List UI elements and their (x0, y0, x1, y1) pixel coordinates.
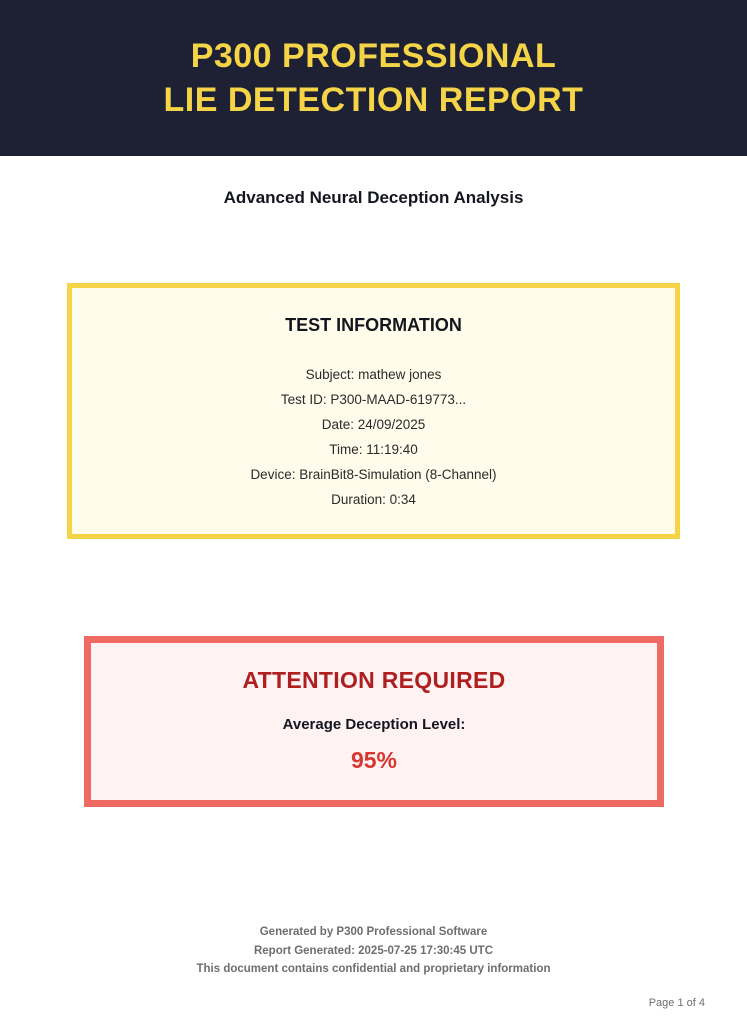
average-deception-level-value: 95% (350, 747, 398, 773)
average-deception-level-label: Average Deception Level: (282, 716, 466, 733)
report-title-line-2: LIE DETECTION REPORT (163, 81, 584, 119)
attention-required-title: ATTENTION REQUIRED (242, 667, 506, 693)
test-info-device: Device: BrainBit8-Simulation (8-Channel) (250, 467, 497, 482)
page-number: Page 1 of 4 (648, 997, 705, 1009)
test-information-panel (67, 283, 680, 539)
footer-confidentiality-notice: This document contains confidential and proprietary information (196, 963, 551, 975)
report-header-banner (0, 0, 747, 156)
test-info-date: Date: 24/09/2025 (321, 417, 426, 432)
attention-required-panel (84, 636, 664, 807)
test-info-time: Time: 11:19:40 (329, 442, 418, 457)
report-subtitle: Advanced Neural Deception Analysis (223, 188, 524, 207)
test-information-title: TEST INFORMATION (285, 315, 462, 335)
report-footer (0, 923, 747, 979)
footer-generated-timestamp: Report Generated: 2025-07-25 17:30:45 UTC (253, 944, 494, 957)
test-info-subject: Subject: mathew jones (305, 367, 442, 382)
report-title-line-1: P300 PROFESSIONAL (190, 37, 557, 75)
test-info-duration: Duration: 0:34 (331, 492, 416, 507)
test-info-test-id: Test ID: P300-MAAD-619773... (280, 392, 467, 407)
footer-generated-by: Generated by P300 Professional Software (259, 926, 488, 938)
